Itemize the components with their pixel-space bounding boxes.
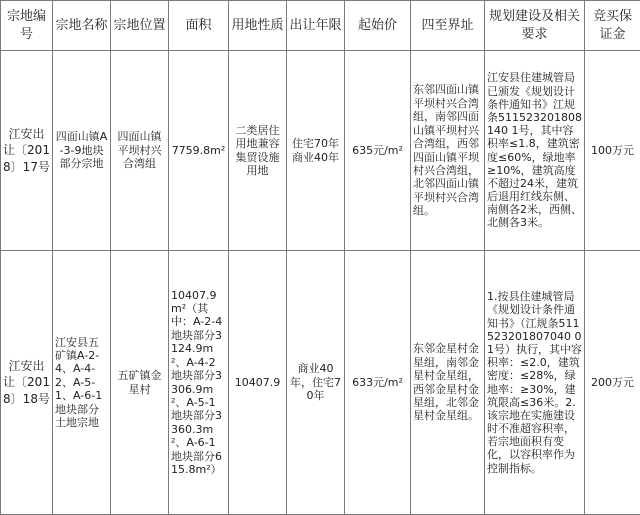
transfer-term: 商业40年，住宅70年 bbox=[287, 251, 345, 515]
parcel-location: 四面山镇平坝村兴合湾组 bbox=[111, 51, 169, 251]
boundaries: 东邻四面山镇平坝村兴合湾组，南邻四面山镇平坝村兴合湾组，西邻四面山镇平坝村兴合湾组，北邻四面山镇平坝村兴合湾组。 bbox=[411, 51, 485, 251]
table-row bbox=[1, 251, 640, 515]
bid-deposit: 100万元 bbox=[585, 51, 640, 251]
start-price: 633元/m² bbox=[345, 251, 411, 515]
header-cell: 宗地名称 bbox=[53, 1, 111, 51]
header-cell: 四至界址 bbox=[411, 1, 485, 51]
bid-deposit: 200万元 bbox=[585, 251, 640, 515]
parcel-area: 10407.9m²（其中：A-2-4地块部分3124.9m²、A-4-2地块部分3306.9m²、A-5-1地块部分3360.3m²、A-6-1地块部分615.8m²） bbox=[169, 251, 229, 515]
header-cell: 宗地位置 bbox=[111, 1, 169, 51]
header-cell: 规划建设及相关要求 bbox=[485, 1, 585, 51]
table-row bbox=[1, 51, 640, 251]
header-cell: 面积 bbox=[169, 1, 229, 51]
parcel-id: 江安出让〔2018〕17号 bbox=[1, 51, 53, 251]
header-cell: 竞买保证金 bbox=[585, 1, 640, 51]
land-use: 10407.9 bbox=[229, 251, 287, 515]
header-cell: 出让年限 bbox=[287, 1, 345, 51]
planning-requirements: 1.按县住建城管局《规划设计条件通知书》（江规条511523201807040 01号）执行，其中容积率：≤2.0，建筑密度：≤28%，绿地率：≥30%，建筑限高≤36米。2.该宗地在实施建设时不准超容积率，若宗地面积有变化，以容积率作为控制指标。 bbox=[485, 251, 585, 515]
parcel-area: 7759.8m² bbox=[169, 51, 229, 251]
parcel-name: 江安县五矿镇A-2-4、A-4-2、A-5-1、A-6-1地块部分土地宗地 bbox=[53, 251, 111, 515]
header-cell: 用地性质 bbox=[229, 1, 287, 51]
header-row bbox=[1, 1, 640, 51]
planning-requirements: 江安县住建城管局已颁发《规划设计条件通知书》江规条511523201808140 1号，其中容积率≤1.8，建筑密度≤60%，绿地率≥10%，建筑高度不超过24米，建筑后退用红线东侧、南侧各2米，西侧、北侧各3米。 bbox=[485, 51, 585, 251]
boundaries: 东邻金星村金星组，南邻金星村金星组，西邻金星村金星组，北邻金星村金星组。 bbox=[411, 251, 485, 515]
parcel-name: 四面山镇A-3-9地块部分宗地 bbox=[53, 51, 111, 251]
start-price: 635元/m² bbox=[345, 51, 411, 251]
parcel-id: 江安出让〔2018〕18号 bbox=[1, 251, 53, 515]
header-cell: 宗地编号 bbox=[1, 1, 53, 51]
transfer-term: 住宅70年商业40年 bbox=[287, 51, 345, 251]
header-cell: 起始价 bbox=[345, 1, 411, 51]
land-use: 二类居住用地兼容集贸设施用地 bbox=[229, 51, 287, 251]
parcel-location: 五矿镇金星村 bbox=[111, 251, 169, 515]
